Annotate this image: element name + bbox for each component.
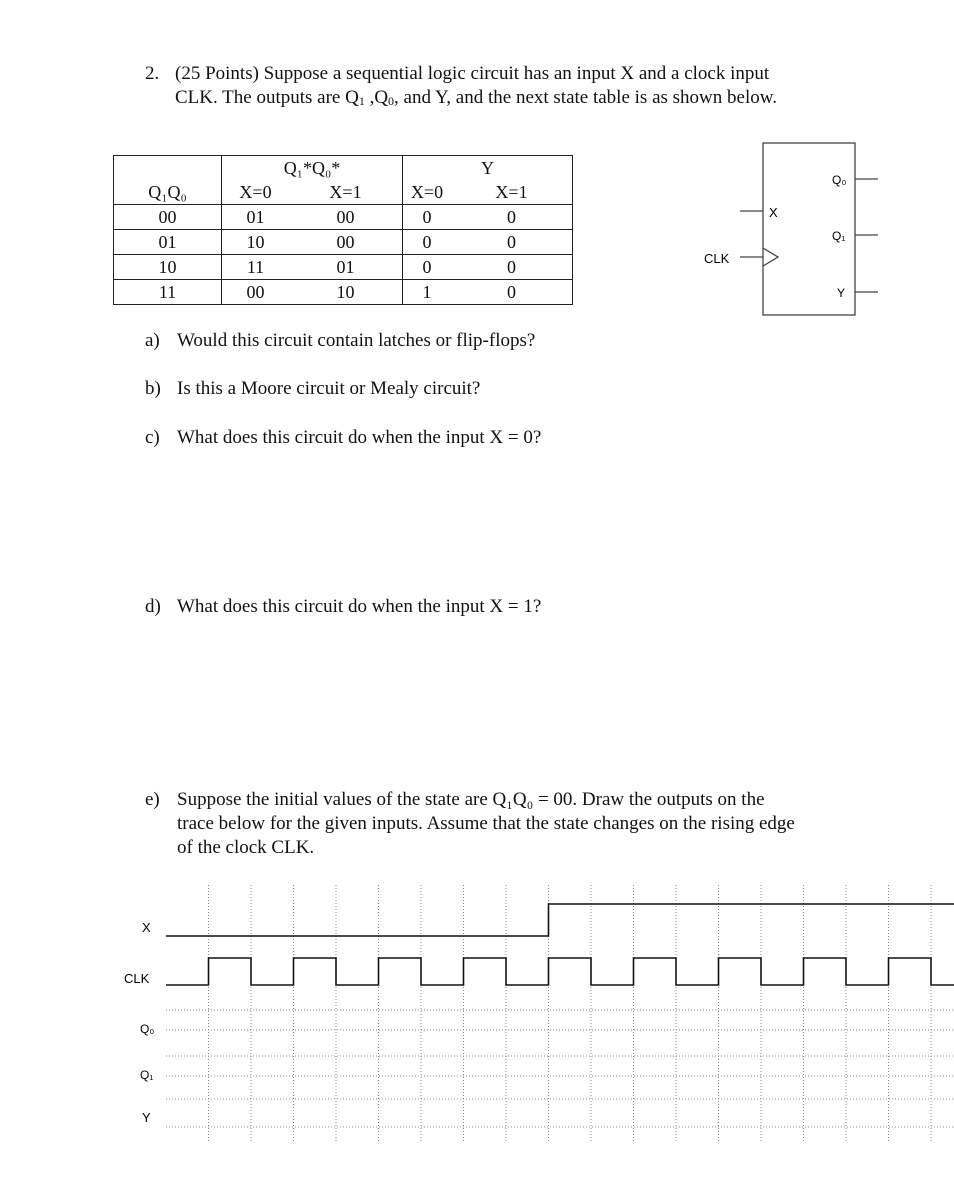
next-x0-cell: 11 xyxy=(222,255,290,280)
problem-line-2-text-c: , and Y, and the next state table is as shown below. xyxy=(394,87,777,108)
output-header: Y xyxy=(481,158,494,178)
problem-line-2-text-a: CLK. The outputs are Q xyxy=(175,87,359,108)
table-row xyxy=(114,280,573,305)
next-state-header-cell xyxy=(222,156,403,181)
trace-y-label: Y xyxy=(142,1110,151,1125)
question-e-line-3: of the clock CLK. xyxy=(177,837,315,858)
clk-waveform xyxy=(166,958,954,985)
question-e-label: e) xyxy=(145,789,160,810)
question-d xyxy=(145,596,541,618)
question-a-label: a) xyxy=(145,330,160,351)
output-header-cell xyxy=(403,156,573,181)
problem-subscript-1: 1 xyxy=(358,94,365,108)
problem-statement xyxy=(145,62,777,108)
next-x0-cell: 01 xyxy=(222,205,290,230)
block-q0-label: Q₀ xyxy=(832,173,847,187)
next-x0-cell: 00 xyxy=(222,280,290,305)
question-e-line-1: Suppose the initial values of the state are Q₁Q₀ = 00. Draw the outputs on the xyxy=(177,789,765,810)
question-b-label: b) xyxy=(145,378,161,399)
state-header: Q₁Q₀ xyxy=(148,182,187,202)
trace-grid xyxy=(166,885,954,1142)
trace-q1-label: Q₁ xyxy=(140,1068,154,1082)
y-x1-cell: 0 xyxy=(451,255,573,280)
col-header-y-x0: X=0 xyxy=(403,180,452,205)
question-b xyxy=(145,378,480,400)
problem-number: 2. xyxy=(145,63,160,84)
state-cell: 11 xyxy=(114,280,222,305)
next-x0-cell: 10 xyxy=(222,230,290,255)
trace-q0-label: Q₀ xyxy=(140,1022,155,1036)
timing-trace xyxy=(0,880,954,1150)
question-e xyxy=(145,788,795,858)
trace-signals xyxy=(166,904,954,985)
next-state-table xyxy=(113,155,573,305)
col-header-next-x1: X=1 xyxy=(289,180,403,205)
problem-subscript-0: 0 xyxy=(388,94,395,108)
y-x1-cell: 0 xyxy=(451,230,573,255)
trace-x-label: X xyxy=(142,920,151,935)
problem-line-2-text-b: ,Q xyxy=(364,87,389,108)
next-x1-cell: 00 xyxy=(289,205,403,230)
question-d-text: What does this circuit do when the input X = 1? xyxy=(177,596,542,617)
question-c xyxy=(145,427,541,449)
question-d-label: d) xyxy=(145,596,161,617)
x-waveform xyxy=(166,904,954,936)
state-header-cell xyxy=(114,156,222,205)
question-c-text: What does this circuit do when the input X = 0? xyxy=(177,427,542,448)
y-x0-cell: 0 xyxy=(403,230,452,255)
col-header-y-x1: X=1 xyxy=(451,180,573,205)
table-row xyxy=(114,205,573,230)
question-e-line-2: trace below for the given inputs. Assume that the state changes on the rising edge xyxy=(177,813,795,834)
table-row xyxy=(114,255,573,280)
circuit-block-diagram xyxy=(690,135,890,325)
y-x1-cell: 0 xyxy=(451,280,573,305)
y-x1-cell: 0 xyxy=(451,205,573,230)
state-cell: 10 xyxy=(114,255,222,280)
question-a xyxy=(145,330,535,352)
block-y-label: Y xyxy=(837,286,846,300)
y-x0-cell: 1 xyxy=(403,280,452,305)
block-clk-label: CLK xyxy=(704,251,730,266)
col-header-next-x0: X=0 xyxy=(222,180,290,205)
block-q1-label: Q₁ xyxy=(832,229,846,243)
question-c-label: c) xyxy=(145,427,160,448)
trace-clk-label: CLK xyxy=(124,971,150,986)
problem-line-2 xyxy=(175,86,777,113)
question-b-text: Is this a Moore circuit or Mealy circuit? xyxy=(177,378,481,399)
next-x1-cell: 01 xyxy=(289,255,403,280)
y-x0-cell: 0 xyxy=(403,205,452,230)
question-a-text: Would this circuit contain latches or flip-flops? xyxy=(177,330,536,351)
block-x-label: X xyxy=(769,205,778,220)
table-row xyxy=(114,230,573,255)
next-state-header: Q₁*Q₀* xyxy=(283,158,341,178)
y-x0-cell: 0 xyxy=(403,255,452,280)
next-x1-cell: 00 xyxy=(289,230,403,255)
state-cell: 00 xyxy=(114,205,222,230)
state-cell: 01 xyxy=(114,230,222,255)
next-x1-cell: 10 xyxy=(289,280,403,305)
problem-line-1: (25 Points) Suppose a sequential logic circuit has an input X and a clock input xyxy=(175,63,770,84)
